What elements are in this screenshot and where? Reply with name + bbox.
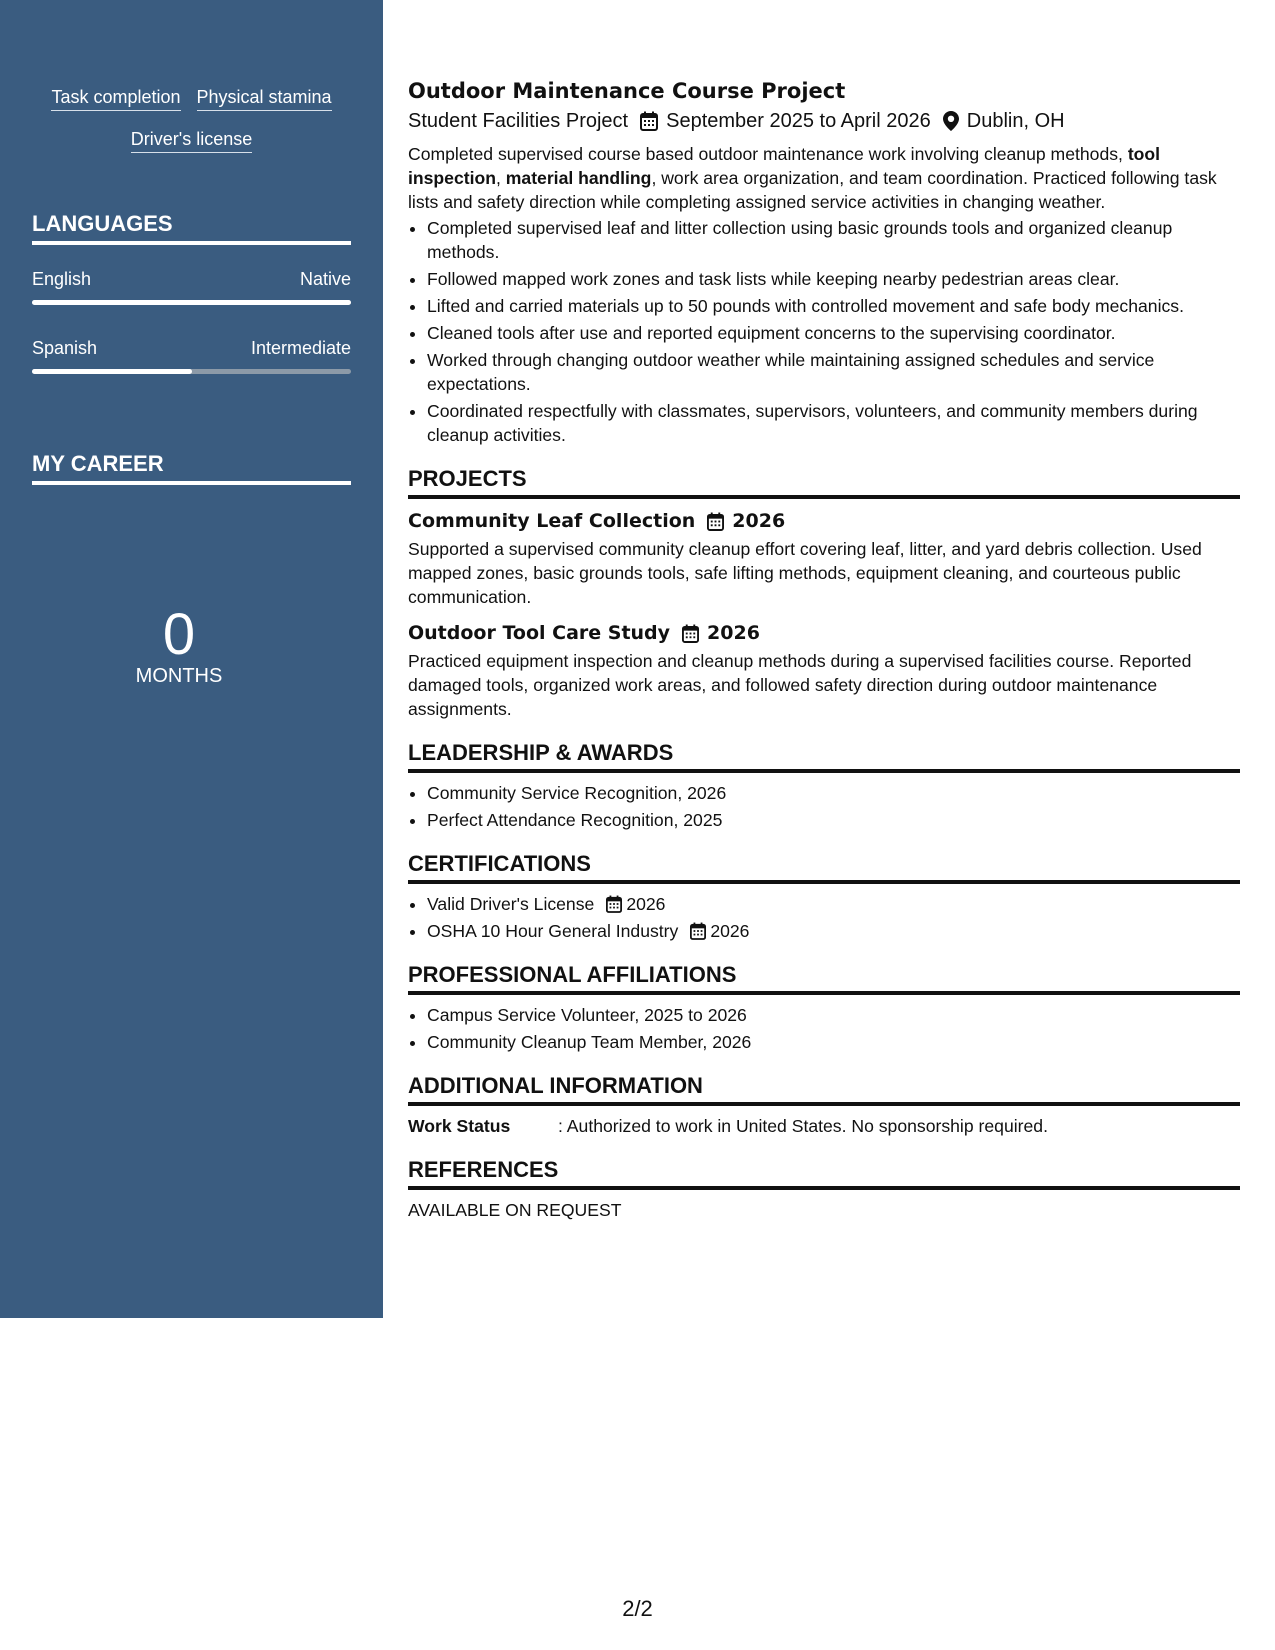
language-spanish	[32, 337, 351, 374]
work-status-label: Work Status	[408, 1116, 511, 1136]
leadership-list	[408, 781, 1240, 832]
job-title: Outdoor Maintenance Course Project	[408, 79, 846, 103]
calendar-icon	[682, 624, 699, 643]
language-english	[32, 268, 351, 305]
calendar-icon	[707, 512, 724, 531]
affiliations-list	[408, 1003, 1240, 1054]
project-title: Outdoor Tool Care Study	[408, 622, 671, 644]
location-pin-icon	[943, 111, 959, 131]
job-bullets	[408, 216, 1240, 447]
main-content	[408, 76, 1240, 1222]
languages-heading: LANGUAGES	[32, 211, 351, 245]
calendar-icon	[606, 895, 622, 913]
project-year: 2026	[707, 622, 760, 644]
language-proficiency-bar	[32, 369, 351, 374]
language-name: Spanish	[32, 338, 98, 358]
references-text: AVAILABLE ON REQUEST	[408, 1200, 622, 1220]
affiliations-heading: PROFESSIONAL AFFILIATIONS	[408, 961, 1240, 995]
list-item: • Cleaned tools after use and reported equipment concerns to the supervising coordinator.	[427, 321, 1240, 345]
career-months-unit: MONTHS	[135, 665, 223, 687]
list-item: • Completed supervised leaf and litter collection using basic grounds tools and organized cleanup methods.	[427, 216, 1240, 264]
certification-name: • OSHA 10 Hour General Industry	[427, 921, 679, 941]
work-status-value: : Authorized to work in United States. No sponsorship required.	[558, 1116, 1048, 1136]
certification-year: 2026	[626, 894, 666, 914]
list-item: • Community Cleanup Team Member, 2026	[427, 1030, 1240, 1054]
list-item: • Community Service Recognition, 2026	[427, 781, 1240, 805]
list-item	[427, 892, 1240, 916]
language-level: Intermediate	[250, 338, 351, 358]
calendar-icon	[690, 922, 706, 940]
organization: Student Facilities Project	[408, 110, 629, 132]
list-item: • Coordinated respectfully with classmates, supervisors, volunteers, and community members during cleanup activities.	[427, 399, 1240, 447]
project-year: 2026	[732, 510, 786, 532]
job-location: Dublin, OH	[966, 110, 1065, 132]
project-entry	[408, 619, 1240, 721]
proficiency-fill	[32, 369, 192, 374]
job-meta	[408, 106, 1240, 136]
project-entry	[408, 507, 1240, 609]
list-item: • Followed mapped work zones and task lists while keeping nearby pedestrian areas clear.	[427, 267, 1240, 291]
job-dates: September 2025 to April 2026	[666, 110, 931, 132]
work-status-row	[408, 1114, 1240, 1138]
certifications-list	[408, 892, 1240, 943]
certification-name: • Valid Driver's License	[427, 894, 595, 914]
projects-heading: PROJECTS	[408, 465, 1240, 499]
project-title: Community Leaf Collection	[408, 510, 696, 532]
references-heading: REFERENCES	[408, 1156, 1240, 1190]
list-item: • Worked through changing outdoor weather while maintaining assigned schedules and service expectations.	[427, 348, 1240, 396]
project-description: Practiced equipment inspection and cleanup methods during a supervised facilities course. Reported damaged tools, organized work areas, and followed safety direction during outdoor maintenance assignments.	[408, 651, 1192, 719]
proficiency-fill	[32, 300, 351, 305]
skill-tag: Task completion	[51, 86, 180, 111]
page-number: 2/2	[622, 1596, 653, 1621]
list-item: • Lifted and carried materials up to 50 pounds with controlled movement and safe body mechanics.	[427, 294, 1240, 318]
language-level: Native	[299, 269, 351, 289]
sidebar	[0, 0, 383, 1318]
skill-tag: Physical stamina	[197, 86, 332, 111]
list-item: • Campus Service Volunteer, 2025 to 2026	[427, 1003, 1240, 1027]
skills-list	[32, 86, 351, 170]
leadership-heading: LEADERSHIP & AWARDS	[408, 739, 1240, 773]
experience-entry	[408, 76, 1240, 447]
language-name: English	[32, 269, 92, 289]
skill-tag: Driver's license	[131, 128, 252, 153]
list-item	[427, 919, 1240, 943]
list-item: • Perfect Attendance Recognition, 2025	[427, 808, 1240, 832]
job-summary: Completed supervised course based outdoor maintenance work involving cleanup methods, tool inspection, material handling, work area organization, and team coordination. Practiced following task lists and safety direction while completing assigned service activities in changing weather.	[408, 144, 1217, 212]
calendar-icon	[640, 111, 658, 131]
certification-year: 2026	[710, 921, 750, 941]
career-heading: MY CAREER	[32, 451, 351, 485]
certifications-heading: CERTIFICATIONS	[408, 850, 1240, 884]
project-description: Supported a supervised community cleanup effort covering leaf, litter, and yard debris collection. Used mapped zones, basic grounds tools, safe lifting methods, equipment cleaning, and courteous public communication.	[408, 539, 1202, 607]
career-months-value: 0	[162, 602, 196, 667]
language-proficiency-bar	[32, 300, 351, 305]
additional-info-heading: ADDITIONAL INFORMATION	[408, 1072, 1240, 1106]
